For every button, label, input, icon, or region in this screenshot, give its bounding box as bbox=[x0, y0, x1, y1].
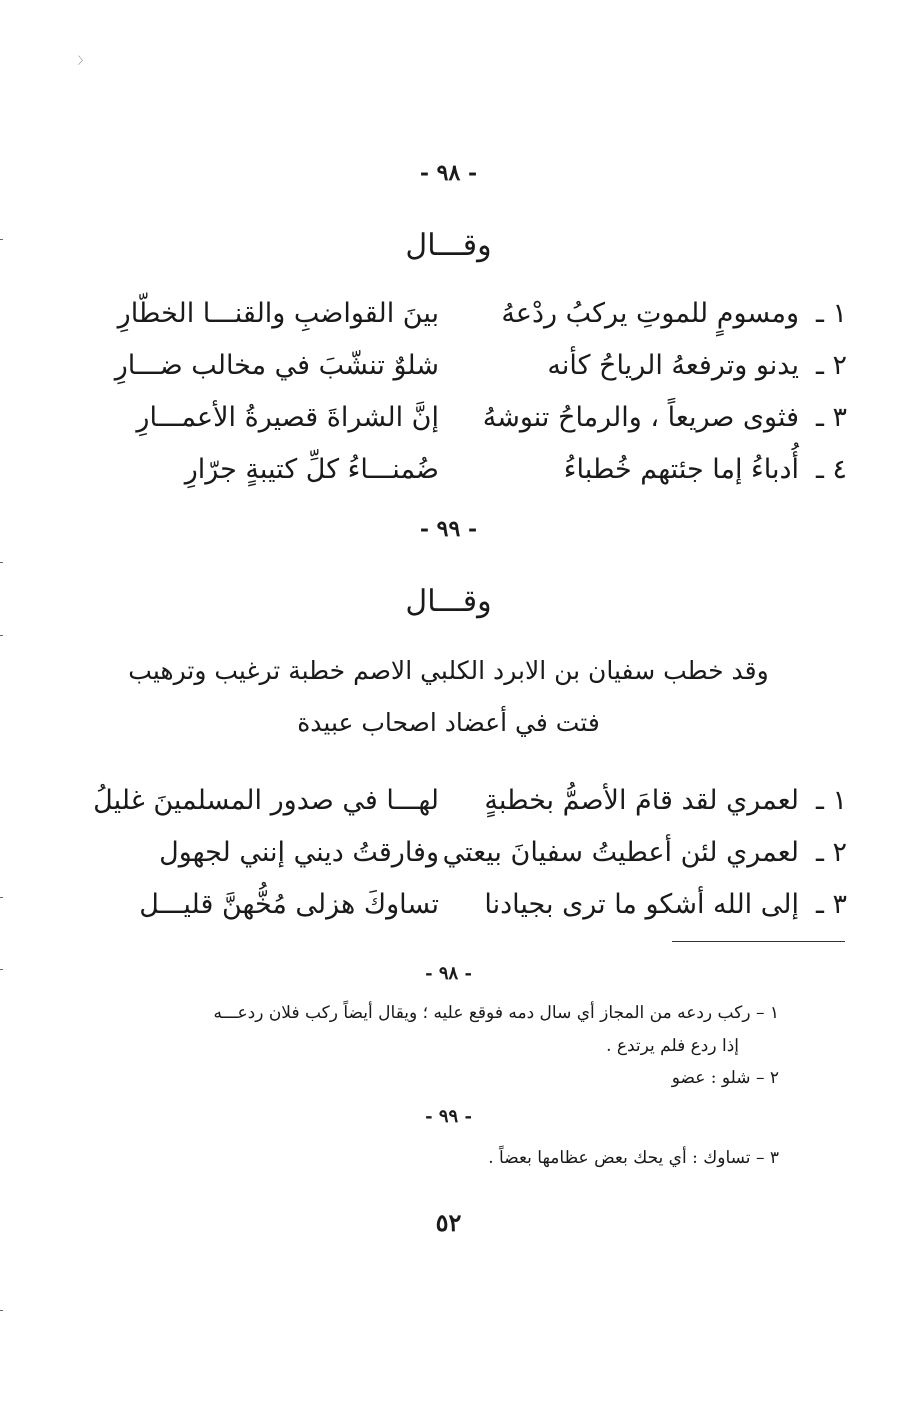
verse-first-hemistich: ومسومٍ للموتِ يركبُ ردْعهُ bbox=[501, 298, 799, 329]
poem-verses bbox=[47, 298, 847, 506]
scan-mark: ـ bbox=[0, 628, 3, 639]
verse-first-hemistich: أُدباءُ إما جئتهم خُطباءُ bbox=[563, 454, 799, 485]
verse-number: ١ ـ bbox=[815, 298, 847, 329]
poem-heading: وقـــال bbox=[405, 228, 492, 263]
poem-intro-line: وقد خطب سفيان بن الابرد الكلبي الاصم خطبة ترغيب وترهيب bbox=[128, 656, 769, 685]
verse-number: ٣ ـ bbox=[815, 402, 847, 433]
poem-intro-line: فتت في أعضاد اصحاب عبيدة bbox=[297, 708, 600, 737]
verse-line bbox=[47, 785, 847, 837]
verse-line bbox=[47, 350, 847, 402]
verse-second-hemistich: شلوٌ تنشّبَ في مخالب ضـــارِ bbox=[114, 350, 439, 381]
verse-second-hemistich: بينَ القواضبِ والقنـــا الخطّارِ bbox=[117, 298, 439, 329]
poem-verses bbox=[47, 785, 847, 941]
verse-number: ١ ـ bbox=[815, 785, 847, 816]
verse-second-hemistich: وفارقتُ ديني إنني لجهول bbox=[159, 837, 439, 868]
scan-mark: ـ bbox=[0, 1303, 3, 1314]
verse-number: ٢ ـ bbox=[815, 837, 847, 868]
footnote-divider bbox=[672, 941, 845, 942]
verse-first-hemistich: فثوى صريعاً ، والرماحُ تنوشهُ bbox=[482, 402, 799, 433]
poem-heading: وقـــال bbox=[405, 584, 492, 619]
verse-second-hemistich: ضُمنـــاءُ كلِّ كتيبةٍ جرّارِ bbox=[184, 454, 439, 485]
verse-number: ٤ ـ bbox=[815, 454, 847, 485]
verse-second-hemistich: تساوكَ هزلى مُخُّهنَّ قليـــل bbox=[139, 889, 439, 920]
footnote-heading: - ٩٩ - bbox=[425, 1106, 472, 1127]
scan-mark: 〉 bbox=[78, 56, 88, 67]
verse-number: ٣ ـ bbox=[815, 889, 847, 920]
scan-mark: ـ bbox=[0, 962, 3, 973]
verse-second-hemistich: إنَّ الشراةَ قصيرةُ الأعمـــارِ bbox=[136, 402, 439, 433]
verse-line bbox=[47, 454, 847, 506]
verse-first-hemistich: يدنو وترفعهُ الرياحُ كأنه bbox=[547, 350, 799, 381]
verse-line bbox=[47, 837, 847, 889]
footnote-heading: - ٩٨ - bbox=[425, 963, 472, 984]
verse-number: ٢ ـ bbox=[815, 350, 847, 381]
footnote-line: إذا ردع فلم يرتدع . bbox=[606, 1036, 739, 1056]
scan-mark: ـ bbox=[0, 232, 3, 243]
verse-line bbox=[47, 298, 847, 350]
verse-first-hemistich: لعمري لقد قامَ الأصمُّ بخطبةٍ bbox=[484, 785, 799, 816]
verse-line bbox=[47, 889, 847, 941]
scan-mark: ـ bbox=[0, 890, 3, 901]
footnote-line: ٢ – شلو : عضو bbox=[671, 1068, 779, 1088]
verse-second-hemistich: لهـــا في صدور المسلمينَ غليلُ bbox=[93, 785, 439, 816]
footnote-line: ٣ – تساوك : أي يحك بعض عظامها بعضاً . bbox=[488, 1148, 779, 1168]
verse-first-hemistich: إلى الله أشكو ما ترى بجيادنا bbox=[484, 889, 799, 920]
scan-mark: ـ bbox=[0, 555, 3, 566]
poem-number: - ٩٨ - bbox=[419, 160, 478, 186]
verse-first-hemistich: لعمري لئن أعطيتُ سفيانَ بيعتي bbox=[442, 837, 799, 868]
verse-line bbox=[47, 402, 847, 454]
page-number: ٥٢ bbox=[435, 1208, 462, 1237]
footnote-line: ١ – ركب ردعه من المجاز أي سال دمه فوقع عليه ؛ ويقال أيضاً ركب فلان ردعـــه bbox=[213, 1003, 779, 1023]
poem-number: - ٩٩ - bbox=[419, 516, 478, 542]
